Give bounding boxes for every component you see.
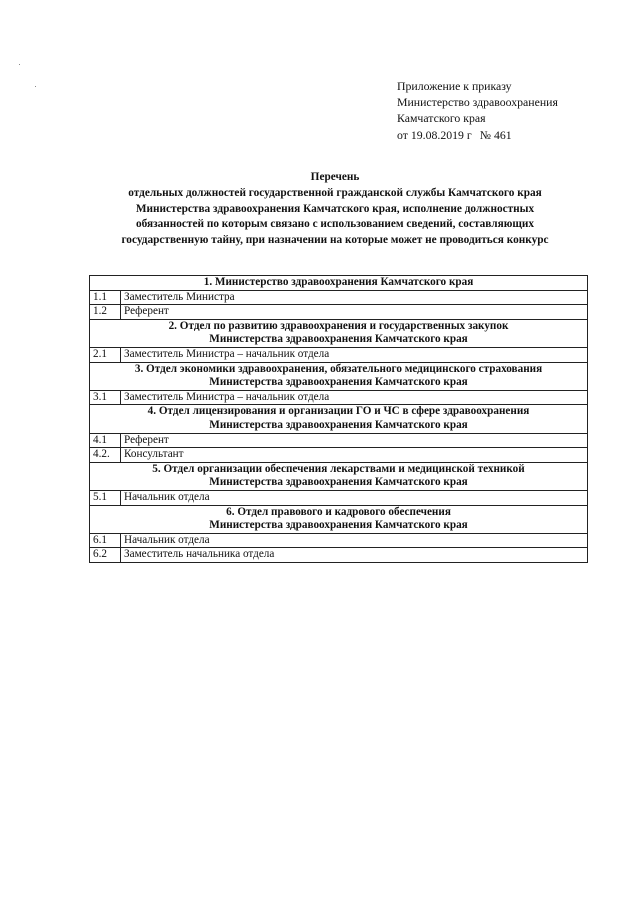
approval-line: Приложение к приказу (397, 79, 512, 93)
section-header (90, 319, 588, 347)
row-position: Заместитель начальника отдела (121, 548, 588, 563)
row-position: Заместитель Министра – начальник отдела (121, 347, 588, 362)
row-number: 4.2. (90, 448, 121, 463)
approval-date: от 19.08.2019 г (397, 127, 472, 142)
row-position: Заместитель Министра (121, 290, 588, 305)
scan-speck (35, 86, 36, 87)
section-header-line: 1. Министерство здравоохранения Камчатского края (203, 276, 474, 288)
table-row (90, 533, 588, 548)
approval-line: Министерство здравоохранения (397, 95, 558, 110)
section-header-line: Министерства здравоохранения Камчатского края (209, 376, 468, 389)
approval-line: Камчатского края (397, 111, 486, 126)
section-header-line: Министерства здравоохранения Камчатского края (209, 519, 468, 532)
section-header-row (90, 462, 588, 490)
table-row (90, 433, 588, 448)
row-number: 5.1 (90, 490, 121, 505)
section-header (90, 405, 588, 433)
row-position: Референт (121, 305, 588, 320)
row-number: 1.1 (90, 290, 121, 305)
scan-speck (19, 64, 20, 65)
section-header-line: 3. Отдел экономики здравоохранения, обязательного медицинского страхования (134, 362, 543, 375)
row-number: 1.2 (90, 305, 121, 320)
row-position: Начальник отдела (121, 533, 588, 548)
section-header-line: 4. Отдел лицензирования и организации ГО и ЧС в сфере здравоохранения (147, 405, 530, 418)
section-header-row (90, 319, 588, 347)
approval-date-line (397, 127, 558, 143)
row-position: Начальник отдела (121, 490, 588, 505)
table-row (90, 390, 588, 405)
row-position: Консультант (121, 448, 588, 463)
title-line: обязанностей по которым связано с использованием сведений, составляющих (135, 218, 535, 231)
section-header-row (90, 505, 588, 533)
title-heading: Перечень (310, 171, 360, 183)
section-header (90, 462, 588, 490)
positions-table (89, 275, 588, 563)
title-line: Министерства здравоохранения Камчатского края, исполнение должностных (135, 202, 535, 215)
row-number: 4.1 (90, 433, 121, 448)
section-header-line: 6. Отдел правового и кадрового обеспечения (226, 505, 451, 518)
section-header (90, 362, 588, 390)
table-row (90, 305, 588, 320)
table-row (90, 290, 588, 305)
table-row (90, 548, 588, 563)
table-row (90, 490, 588, 505)
row-number: 3.1 (90, 390, 121, 405)
approval-number: № 461 (479, 127, 512, 142)
row-number: 6.2 (90, 548, 121, 563)
section-header-row (90, 276, 588, 291)
section-header-line: Министерства здравоохранения Камчатского края (209, 418, 468, 431)
section-header (90, 505, 588, 533)
section-header-line: 5. Отдел организации обеспечения лекарствами и медицинской техникой (152, 462, 525, 475)
row-position: Референт (121, 433, 588, 448)
title-line: отдельных должностей государственной гражданской службы Камчатского края (128, 186, 542, 199)
section-header-line: 2. Отдел по развитию здравоохранения и государственных закупок (168, 319, 509, 332)
approval-block (397, 78, 558, 143)
document-title (80, 170, 590, 249)
section-header-line: Министерства здравоохранения Камчатского края (209, 333, 468, 346)
title-line: государственную тайну, при назначении на которые может не проводиться конкурс (121, 234, 549, 247)
section-header (90, 276, 588, 291)
section-header-line: Министерства здравоохранения Камчатского края (209, 476, 468, 489)
table-row (90, 448, 588, 463)
row-number: 6.1 (90, 533, 121, 548)
row-position: Заместитель Министра – начальник отдела (121, 390, 588, 405)
section-header-row (90, 362, 588, 390)
section-header-row (90, 405, 588, 433)
row-number: 2.1 (90, 347, 121, 362)
table-row (90, 347, 588, 362)
